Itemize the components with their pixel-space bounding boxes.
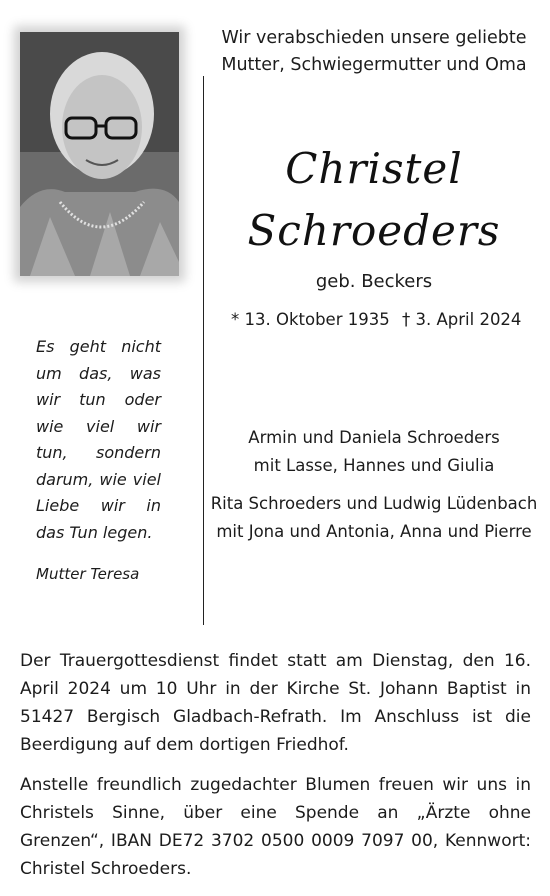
family-group-2-line-1: Rita Schroeders und Ludwig Lüdenbach [210, 494, 538, 513]
intro-line-2: Mutter, Schwiegermutter und Oma [221, 55, 527, 75]
birth-date: * 13. Oktober 1935 [231, 310, 390, 329]
portrait-photo [20, 32, 179, 276]
family-group-1-line-2: mit Lasse, Hannes und Giulia [253, 456, 495, 475]
portrait-illustration [20, 32, 179, 276]
deceased-name [214, 138, 534, 262]
service-paragraph: Der Trauergottesdienst findet statt am Dienstag, den 16. April 2024 um 10 Uhr in der Kirche St. Johann Baptist in 51427 Bergisch Gladbach-Refrath. Im Anschluss ist die Beerdigung auf dem dortigen Friedhof. [20, 651, 531, 755]
intro-line-1: Wir verabschieden unsere geliebte [221, 28, 527, 48]
family-list [208, 424, 540, 546]
divider-line [203, 76, 204, 625]
family-group-2-line-2: mit Jona und Antonia, Anna und Pierre [216, 522, 532, 541]
donation-paragraph: Anstelle freundlich zugedachter Blumen freuen wir uns in Christels Sinne, über eine Spende an „Ärzte ohne Grenzen“, IBAN DE72 3702 0500 0009 7097 00, Kennwort: Christel Schroeders. [20, 775, 531, 879]
birth-name: geb. Beckers [315, 271, 433, 292]
family-group-1-line-1: Armin und Daniela Schroeders [248, 428, 500, 447]
last-name: Schroeders [247, 206, 501, 255]
intro-text [214, 25, 534, 79]
death-date: † 3. April 2024 [402, 310, 522, 329]
quote-text: Es geht nicht um das, was wir tun oder wie viel wir tun, sondern darum, wie viel Liebe wir in das Tun legen. [36, 337, 161, 542]
quote-author: Mutter Teresa [36, 565, 140, 583]
first-name: Christel [285, 144, 463, 193]
